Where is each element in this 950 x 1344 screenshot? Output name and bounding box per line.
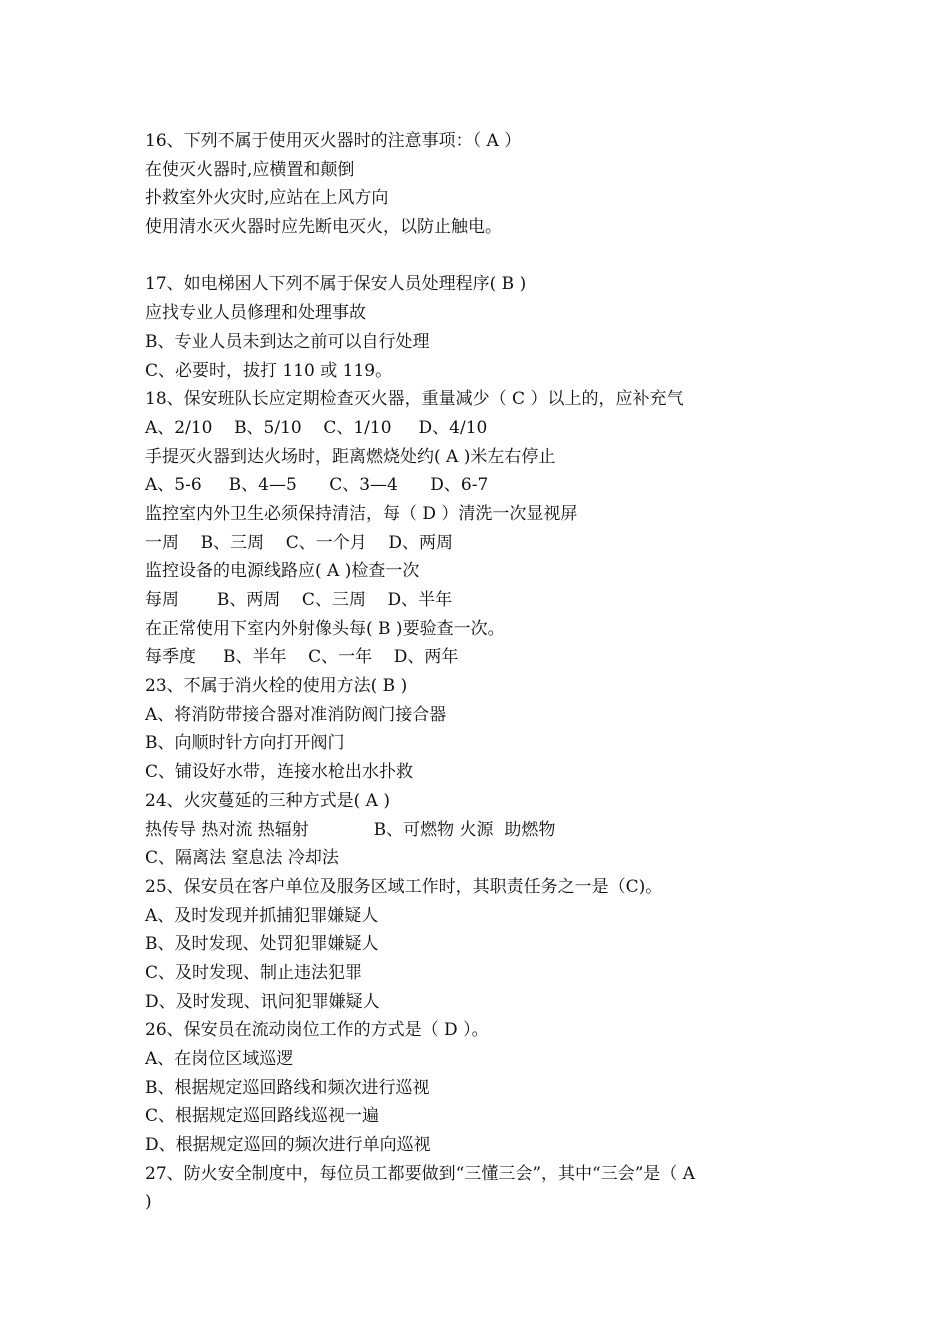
- question-line: 在正常使用下室内外射像头每( B )要验查一次。: [145, 618, 505, 639]
- option-line: A、及时发现并抓捕犯罪嫌疑人: [145, 905, 379, 926]
- question-18: 18、保安班队长应定期检查灭火器，重量减少（ C ）以上的，应补充气: [145, 389, 684, 410]
- option-line: C、铺设好水带，连接水枪出水扑救: [145, 762, 414, 783]
- option-line: B、根据规定巡回路线和频次进行巡视: [145, 1077, 430, 1098]
- question-line: 手提灭火器到达火场时，距离燃烧处约( A )米左右停止: [145, 446, 556, 467]
- option-line: A、2/10 B、5/10 C、1/10 D、4/10: [145, 417, 488, 438]
- option-line: 应找专业人员修理和处理事故: [145, 303, 366, 324]
- option-line: C、必要时，拔打 110 或 119。: [145, 360, 393, 381]
- option-line: B、专业人员未到达之前可以自行处理: [145, 331, 430, 352]
- option-line: D、根据规定巡回的频次进行单向巡视: [145, 1135, 431, 1156]
- question-27-continuation: ): [145, 1192, 152, 1213]
- option-line: B、向顺时针方向打开阀门: [145, 733, 345, 754]
- blank-line: [145, 242, 825, 271]
- option-line: C、隔离法 窒息法 冷却法: [145, 848, 339, 869]
- option-line: 每季度 B、半年 C、一年 D、两年: [145, 647, 459, 668]
- option-line: 一周 B、三周 C、一个月 D、两周: [145, 532, 453, 553]
- option-line: A、将消防带接合器对准消防阀门接合器: [145, 704, 447, 725]
- option-line: C、及时发现、制止违法犯罪: [145, 962, 363, 983]
- option-line: B、及时发现、处罚犯罪嫌疑人: [145, 934, 379, 955]
- option-line: C、根据规定巡回路线巡视一遍: [145, 1106, 380, 1127]
- option-line: 使用清水灭火器时应先断电灭火，以防止触电。: [145, 217, 502, 238]
- question-23: 23、不属于消火栓的使用方法( B ): [145, 676, 408, 697]
- option-line: A、在岗位区域巡逻: [145, 1049, 294, 1069]
- document-body: [145, 127, 825, 1217]
- question-line: 监控室内外卫生必须保持清洁，每（ D ）清洗一次显视屏: [145, 503, 578, 524]
- question-25: 25、保安员在客户单位及服务区域工作时，其职责任务之一是（C)。: [145, 876, 663, 897]
- option-line: 热传导 热对流 热辐射 B、可燃物 火源 助燃物: [145, 819, 556, 840]
- option-line: D、及时发现、讯问犯罪嫌疑人: [145, 991, 380, 1012]
- option-line: 每周 B、两周 C、三周 D、半年: [145, 590, 453, 610]
- option-line: 扑救室外火灾时,应站在上风方向: [145, 188, 389, 209]
- option-line: A、5-6 B、4—5 C、3—4 D、6-7: [145, 475, 489, 496]
- question-line: 监控设备的电源线路应( A )检查一次: [145, 561, 420, 582]
- question-27: 27、防火安全制度中，每位员工都要做到“三懂三会”，其中“三会”是（ A: [145, 1163, 696, 1184]
- question-26: 26、保安员在流动岗位工作的方式是（ D ）。: [145, 1020, 489, 1041]
- question-17: 17、如电梯困人下列不属于保安人员处理程序( B ): [145, 274, 527, 295]
- option-line: 在使灭火器时,应横置和颠倒: [145, 159, 355, 180]
- question-16: 16、下列不属于使用灭火器时的注意事项：（ A ）: [145, 131, 522, 151]
- question-24: 24、火灾蔓延的三种方式是( A ): [145, 790, 390, 811]
